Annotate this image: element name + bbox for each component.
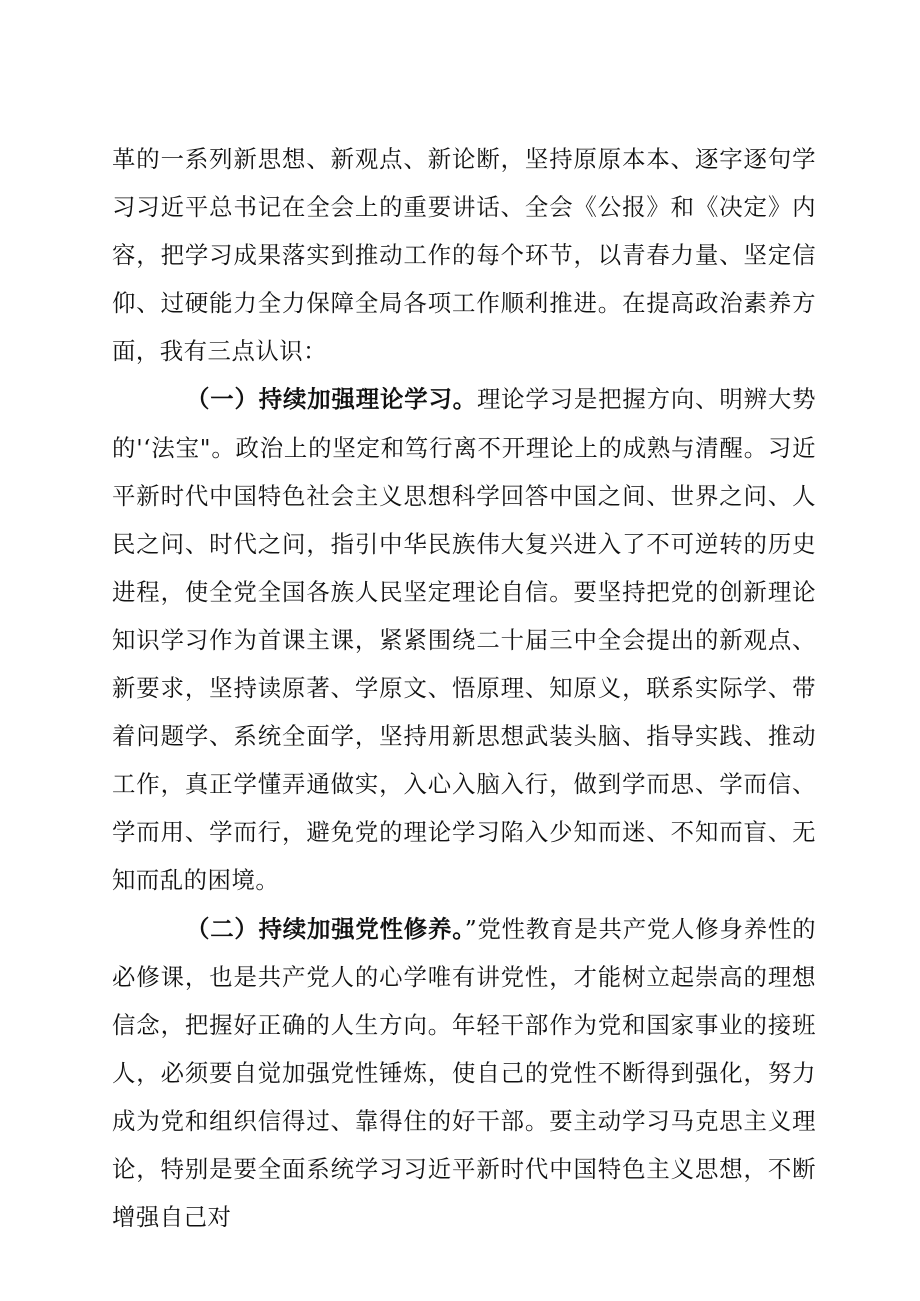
paragraph-theory-study	[112, 375, 816, 904]
paragraph-party-spirit	[112, 905, 816, 1242]
paragraph-intro: 革的一系列新思想、新观点、新论断，坚持原原本本、逐字逐句学习习近平总书记在全会上的重要讲话、全会《公报》和《决定》内容，把学习成果落实到推动工作的每个环节，以青春力量、坚定信仰、过硬能力全力保障全局各项工作顺利推进。在提高政治素养方面，我有三点认识：	[112, 145, 816, 366]
section-heading-theory-study: （一）持续加强理论学习。	[186, 385, 477, 414]
section-body-theory-study: 理论学习是把握方向、明辨大势的'‘法宝"。政治上的坚定和笃行离不开理论上的成熟与清醒。习近平新时代中国特色社会主义思想科学回答中国之间、世界之问、人民之问、时代之问，指引中华民族伟大复兴进入了不可逆转的历史进程，使全党全国各族人民坚定理论自信。要坚持把党的创新理论知识学习作为首课主课，紧紧围绕二十届三中全会提出的新观点、新要求，坚持读原著、学原文、悟原理、知原义，联系实际学、带着问题学、系统全面学，坚持用新思想武装头脑、指导实践、推动工作，真正学懂弄通做实，入心入脑入行，做到学而思、学而信、学而用、学而行，避免党的理论学习陷入少知而迷、不知而盲、无知而乱的困境。	[112, 385, 817, 895]
section-heading-party-spirit: （二）持续加强党性修养。	[186, 914, 465, 943]
section-body-party-spirit: ”党性教育是共产党人修身养性的必修课，也是共产党人的心学唯有讲党性，才能树立起崇高的理想信念，把握好正确的人生方向。年轻干部作为党和国家事业的接班人，必须要自觉加强党性锤炼，使自己的党性不断得到强化，努力成为党和组织信得过、靠得住的好干部。要主动学习马克思主义理论，特别是要全面系统学习习近平新时代中国特色主义思想，不断增强自己对	[112, 914, 816, 1232]
document-body	[112, 135, 816, 1241]
